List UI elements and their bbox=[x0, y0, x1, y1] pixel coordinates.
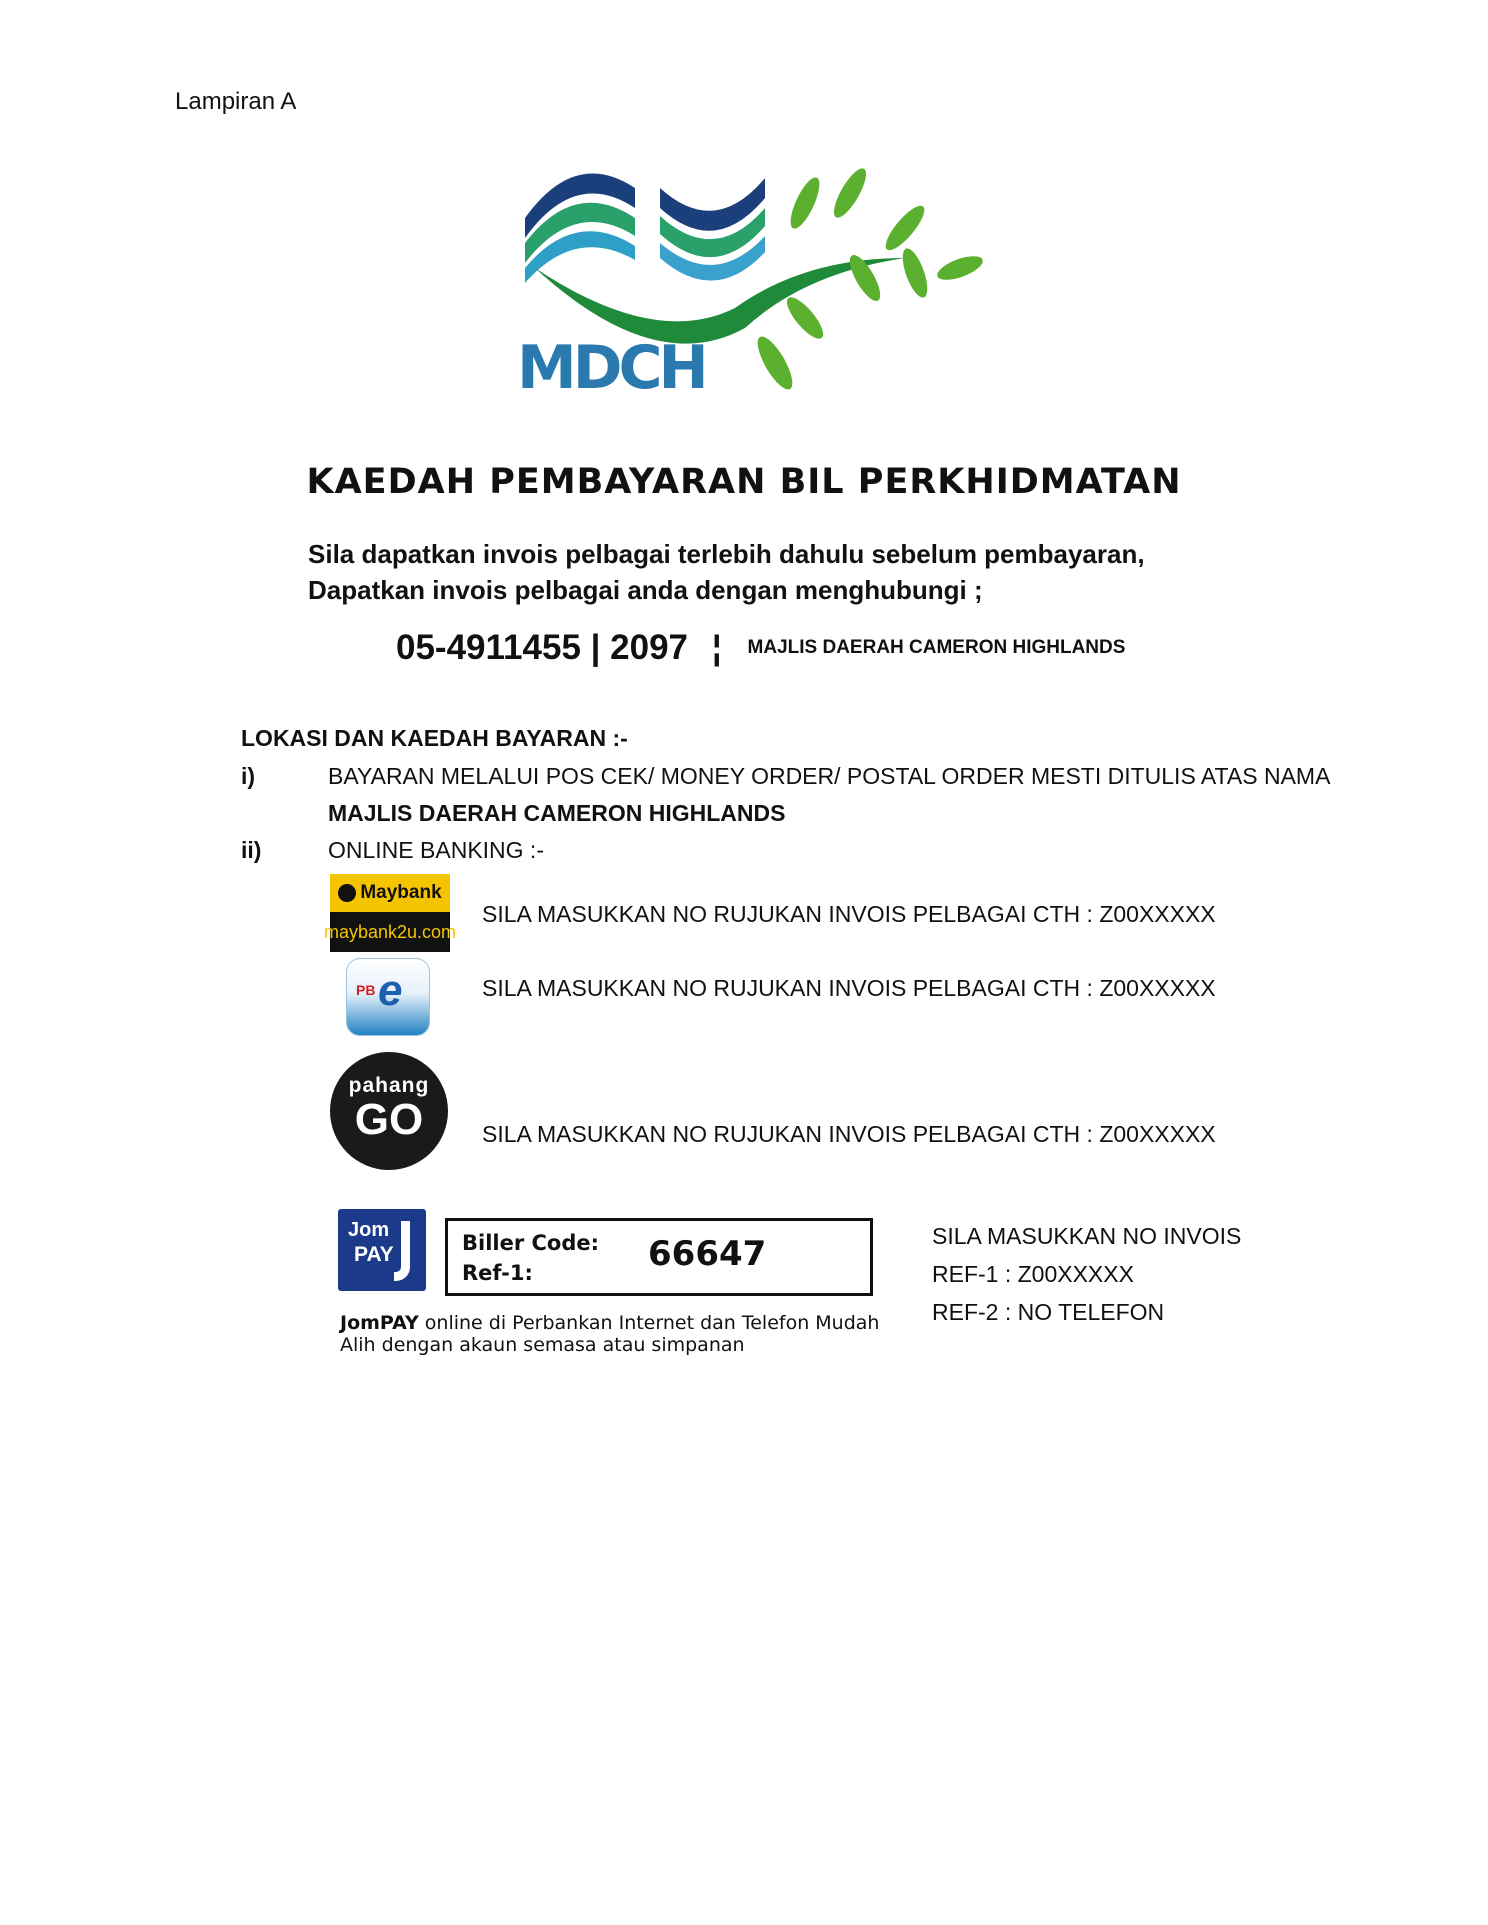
page-title: KAEDAH PEMBAYARAN BIL PERKHIDMATAN bbox=[306, 462, 1182, 502]
contact-phone: 05-4911455 | 2097 bbox=[396, 628, 689, 667]
jompay-instruction-1: SILA MASUKKAN NO INVOIS bbox=[932, 1223, 1242, 1249]
pahang-go-logo-bottom: GO bbox=[354, 1095, 424, 1144]
pbe-logo bbox=[346, 958, 430, 1036]
jompay-logo-jom: Jom bbox=[348, 1219, 390, 1241]
intro-text bbox=[308, 536, 1145, 608]
intro-line-1: Sila dapatkan invois pelbagai terlebih dahulu sebelum pembayaran, bbox=[308, 539, 1145, 569]
jompay-logo-pay: PAY bbox=[354, 1243, 394, 1266]
jompay-instructions bbox=[932, 1217, 1241, 1331]
annex-label: Lampiran A bbox=[175, 88, 297, 115]
jompay-labels bbox=[462, 1228, 599, 1288]
contact-organization: MAJLIS DAERAH CAMERON HIGHLANDS bbox=[747, 637, 1126, 658]
maybank-url: maybank2u.com bbox=[330, 912, 450, 952]
pbe-logo-pb: PB bbox=[356, 982, 376, 998]
item-1-text: BAYARAN MELALUI POS CEK/ MONEY ORDER/ POSTAL ORDER MESTI DITULIS ATAS NAMA bbox=[328, 763, 1331, 789]
jompay-note-line-1: online di Perbankan Internet dan Telefon Mudah bbox=[418, 1312, 880, 1334]
jompay-note-brand: JomPAY bbox=[340, 1312, 419, 1334]
item-2-marker: ii) bbox=[241, 837, 262, 863]
item-1-marker: i) bbox=[241, 763, 256, 789]
maybank-tiger-icon bbox=[338, 884, 356, 902]
maybank-logo-text: Maybank bbox=[360, 882, 442, 903]
maybank-instruction: SILA MASUKKAN NO RUJUKAN INVOIS PELBAGAI CTH : Z00XXXXX bbox=[482, 901, 1216, 927]
jompay-note bbox=[340, 1312, 879, 1356]
biller-code-label: Biller Code: bbox=[462, 1231, 600, 1255]
section-heading: LOKASI DAN KAEDAH BAYARAN :- bbox=[241, 725, 628, 751]
pbe-instruction: SILA MASUKKAN NO RUJUKAN INVOIS PELBAGAI CTH : Z00XXXXX bbox=[482, 975, 1216, 1001]
mdch-logo-graphic bbox=[505, 148, 1005, 403]
jompay-logo bbox=[338, 1209, 426, 1291]
jompay-instruction-3: REF-2 : NO TELEFON bbox=[932, 1299, 1165, 1325]
contact-separator: ¦ bbox=[712, 628, 720, 667]
biller-code-value: 66647 bbox=[648, 1234, 767, 1274]
ref-1-label: Ref-1: bbox=[462, 1261, 533, 1285]
pahang-go-logo bbox=[330, 1052, 448, 1170]
mdch-logo bbox=[505, 148, 1005, 403]
maybank-logo bbox=[323, 874, 457, 952]
item-2-text: ONLINE BANKING :- bbox=[328, 837, 544, 863]
contact-line bbox=[396, 628, 1125, 668]
jompay-j-icon bbox=[394, 1221, 410, 1281]
jompay-instruction-2: REF-1 : Z00XXXXX bbox=[932, 1261, 1134, 1287]
jompay-note-line-2: Alih dengan akaun semasa atau simpanan bbox=[340, 1334, 745, 1356]
pahang-go-logo-top: pahang bbox=[348, 1074, 430, 1097]
logo-text: MDCH bbox=[517, 333, 705, 403]
pahang-go-instruction: SILA MASUKKAN NO RUJUKAN INVOIS PELBAGAI CTH : Z00XXXXX bbox=[482, 1121, 1216, 1147]
intro-line-2: Dapatkan invois pelbagai anda dengan menghubungi ; bbox=[308, 575, 983, 605]
item-1-bold-text: MAJLIS DAERAH CAMERON HIGHLANDS bbox=[328, 800, 786, 826]
pbe-logo-e: e bbox=[378, 966, 403, 1015]
